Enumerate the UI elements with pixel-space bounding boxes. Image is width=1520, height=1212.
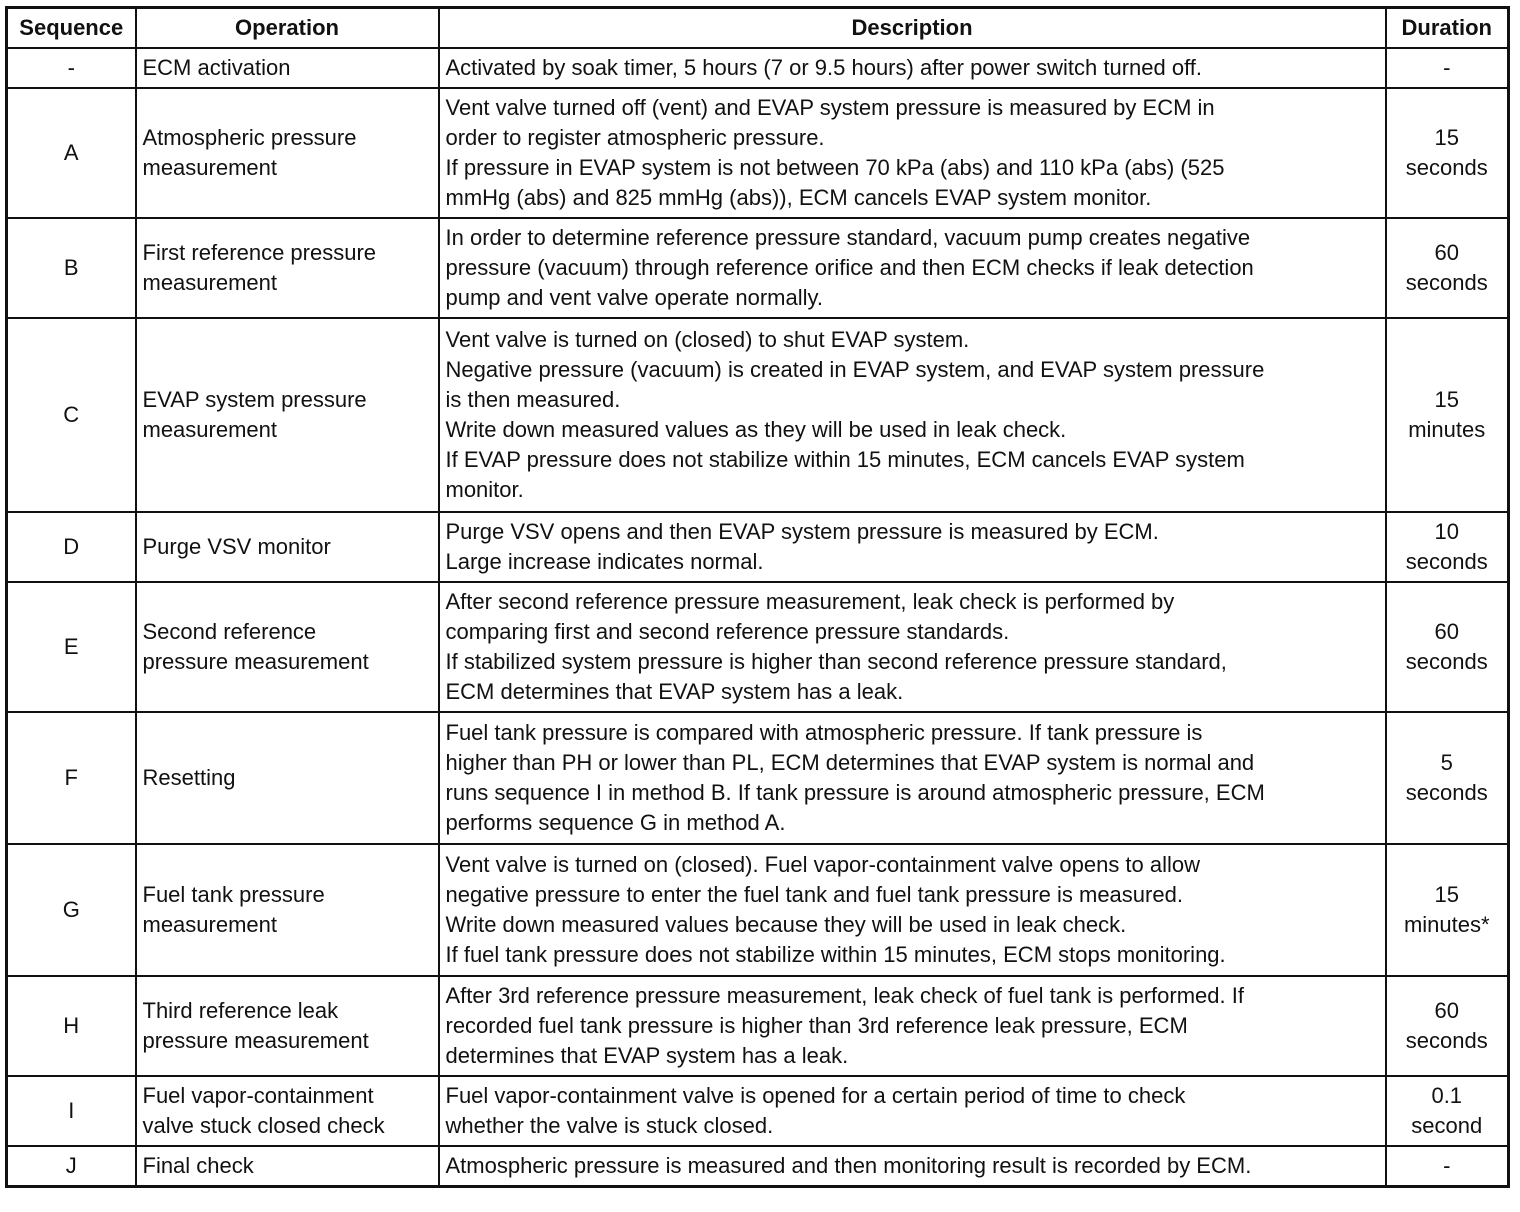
description-line: If fuel tank pressure does not stabilize within 15 minutes, ECM stops monitoring. [445, 942, 1226, 967]
operation-cell [136, 318, 439, 512]
description-cell [439, 512, 1386, 582]
table-row [7, 844, 1509, 976]
duration-line: 60 [1434, 619, 1459, 644]
duration-cell [1386, 1146, 1509, 1186]
description-line: determines that EVAP system has a leak. [445, 1043, 849, 1068]
operation-line: EVAP system pressure [142, 387, 367, 412]
table-body [7, 48, 1509, 1186]
duration-cell [1386, 318, 1509, 512]
description-line: Vent valve turned off (vent) and EVAP system pressure is measured by ECM in [445, 95, 1215, 120]
description-cell [439, 844, 1386, 976]
description-line: Vent valve is turned on (closed) to shut EVAP system. [445, 327, 970, 352]
duration-line: 15 [1434, 125, 1459, 150]
description-line: After second reference pressure measurement, leak check is performed by [445, 589, 1175, 614]
table-row [7, 582, 1509, 712]
description-line: negative pressure to enter the fuel tank and fuel tank pressure is measured. [445, 882, 1183, 907]
duration-cell [1386, 88, 1509, 218]
operation-line: measurement [142, 912, 278, 937]
operation-line: Purge VSV monitor [142, 534, 331, 559]
table-row [7, 318, 1509, 512]
duration-cell [1386, 712, 1509, 844]
operation-line: pressure measurement [142, 1028, 369, 1053]
description-line: If pressure in EVAP system is not between 70 kPa (abs) and 110 kPa (abs) (525 [445, 155, 1225, 180]
operation-line: Fuel vapor-containment [142, 1083, 374, 1108]
duration-line: seconds [1405, 1028, 1488, 1053]
description-line: In order to determine reference pressure standard, vacuum pump creates negative [445, 225, 1251, 250]
description-cell [439, 318, 1386, 512]
operation-line: valve stuck closed check [142, 1113, 385, 1138]
table-row [7, 1076, 1509, 1146]
operation-line: Final check [142, 1152, 254, 1178]
sequence-cell: G [7, 844, 136, 976]
duration-line: 15 [1434, 882, 1459, 907]
description-line: pressure (vacuum) through reference orifice and then ECM checks if leak detection [445, 255, 1254, 280]
duration-line: minutes [1408, 417, 1486, 442]
description-line: Negative pressure (vacuum) is created in EVAP system, and EVAP system pressure [445, 357, 1265, 382]
sequence-cell: A [7, 88, 136, 218]
table-row [7, 218, 1509, 318]
description-line: performs sequence G in method A. [445, 810, 786, 835]
duration-cell [1386, 512, 1509, 582]
sequence-cell: C [7, 318, 136, 512]
description-line: runs sequence I in method B. If tank pressure is around atmospheric pressure, ECM [445, 780, 1265, 805]
description-line: higher than PH or lower than PL, ECM determines that EVAP system is normal and [445, 750, 1255, 775]
operation-line: First reference pressure [142, 240, 377, 265]
sequence-cell: H [7, 976, 136, 1076]
duration-cell [1386, 218, 1509, 318]
description-line: Fuel vapor-containment valve is opened for a certain period of time to check [445, 1083, 1186, 1108]
description-line: Purge VSV opens and then EVAP system pressure is measured by ECM. [445, 519, 1159, 544]
operation-cell [136, 1076, 439, 1146]
operation-cell [136, 512, 439, 582]
duration-line: 10 [1434, 519, 1459, 544]
description-line: monitor. [445, 477, 524, 502]
duration-cell [1386, 976, 1509, 1076]
table-row [7, 976, 1509, 1076]
duration-line: second [1411, 1113, 1483, 1138]
operation-cell [136, 844, 439, 976]
duration-line: 5 [1440, 750, 1453, 775]
description-line: whether the valve is stuck closed. [445, 1113, 774, 1138]
description-line: Write down measured values because they will be used in leak check. [445, 912, 1127, 937]
description-line: comparing first and second reference pressure standards. [445, 619, 1010, 644]
table-row [7, 712, 1509, 844]
operation-cell [136, 582, 439, 712]
duration-cell [1386, 1076, 1509, 1146]
duration-line: - [1443, 55, 1451, 80]
description-cell [439, 88, 1386, 218]
description-line: If EVAP pressure does not stabilize within 15 minutes, ECM cancels EVAP system [445, 447, 1245, 472]
sequence-cell: D [7, 512, 136, 582]
duration-line: seconds [1405, 270, 1488, 295]
operation-cell [136, 712, 439, 844]
header-row [7, 8, 1509, 49]
duration-line: 0.1 [1431, 1083, 1463, 1108]
duration-line: 60 [1434, 998, 1459, 1023]
description-line: order to register atmospheric pressure. [445, 125, 825, 150]
sequence-cell: J [7, 1146, 136, 1186]
description-cell [439, 976, 1386, 1076]
operation-line: Resetting [142, 765, 236, 790]
duration-line: minutes* [1403, 912, 1490, 937]
header-sequence: Sequence [7, 8, 136, 49]
operation-cell [136, 48, 439, 88]
description-line: Write down measured values as they will be used in leak check. [445, 417, 1067, 442]
table-row [7, 512, 1509, 582]
header-duration: Duration [1386, 8, 1509, 49]
sequence-cell: I [7, 1076, 136, 1146]
duration-line: 15 [1434, 387, 1459, 412]
operation-line: ECM activation [142, 55, 291, 80]
table-row [7, 1146, 1509, 1186]
operation-cell [136, 976, 439, 1076]
description-line: pump and vent valve operate normally. [445, 285, 823, 310]
operation-cell [136, 218, 439, 318]
operation-line: Atmospheric pressure [142, 125, 357, 150]
description-line: ECM determines that EVAP system has a leak. [445, 679, 904, 704]
description-cell [439, 582, 1386, 712]
operation-cell [136, 88, 439, 218]
duration-line: seconds [1405, 155, 1488, 180]
operation-line: measurement [142, 417, 278, 442]
description-cell [439, 1146, 1386, 1186]
duration-cell [1386, 48, 1509, 88]
description-line: Fuel tank pressure is compared with atmospheric pressure. If tank pressure is [445, 720, 1203, 745]
duration-cell [1386, 582, 1509, 712]
description-line: Atmospheric pressure is measured and then monitoring result is recorded by ECM. [445, 1152, 1252, 1178]
operation-line: Second reference [142, 619, 317, 644]
description-line: If stabilized system pressure is higher than second reference pressure standard, [445, 649, 1227, 674]
duration-line: - [1443, 1152, 1451, 1178]
description-cell [439, 48, 1386, 88]
operation-line: measurement [142, 270, 278, 295]
description-line: Activated by soak timer, 5 hours (7 or 9.5 hours) after power switch turned off. [445, 55, 1203, 80]
sequence-cell: E [7, 582, 136, 712]
description-line: is then measured. [445, 387, 621, 412]
evap-monitor-sequence-table [5, 6, 1510, 1188]
sequence-cell: F [7, 712, 136, 844]
description-line: Large increase indicates normal. [445, 549, 764, 574]
sequence-cell: - [7, 48, 136, 88]
operation-line: Fuel tank pressure [142, 882, 325, 907]
operation-line: pressure measurement [142, 649, 369, 674]
sequence-cell: B [7, 218, 136, 318]
duration-line: seconds [1405, 549, 1488, 574]
header-operation: Operation [136, 8, 439, 49]
table-header [7, 8, 1509, 49]
header-description: Description [439, 8, 1386, 49]
description-line: mmHg (abs) and 825 mmHg (abs)), ECM cancels EVAP system monitor. [445, 185, 1152, 210]
duration-line: seconds [1405, 649, 1488, 674]
description-line: recorded fuel tank pressure is higher than 3rd reference leak pressure, ECM [445, 1013, 1188, 1038]
operation-line: measurement [142, 155, 278, 180]
duration-cell [1386, 844, 1509, 976]
operation-cell [136, 1146, 439, 1186]
description-cell [439, 218, 1386, 318]
table-row [7, 48, 1509, 88]
description-cell [439, 1076, 1386, 1146]
operation-line: Third reference leak [142, 998, 339, 1023]
description-line: Vent valve is turned on (closed). Fuel vapor-containment valve opens to allow [445, 852, 1201, 877]
table-row [7, 88, 1509, 218]
description-cell [439, 712, 1386, 844]
duration-line: seconds [1405, 780, 1488, 805]
description-line: After 3rd reference pressure measurement, leak check of fuel tank is performed. If [445, 983, 1244, 1008]
duration-line: 60 [1434, 240, 1459, 265]
